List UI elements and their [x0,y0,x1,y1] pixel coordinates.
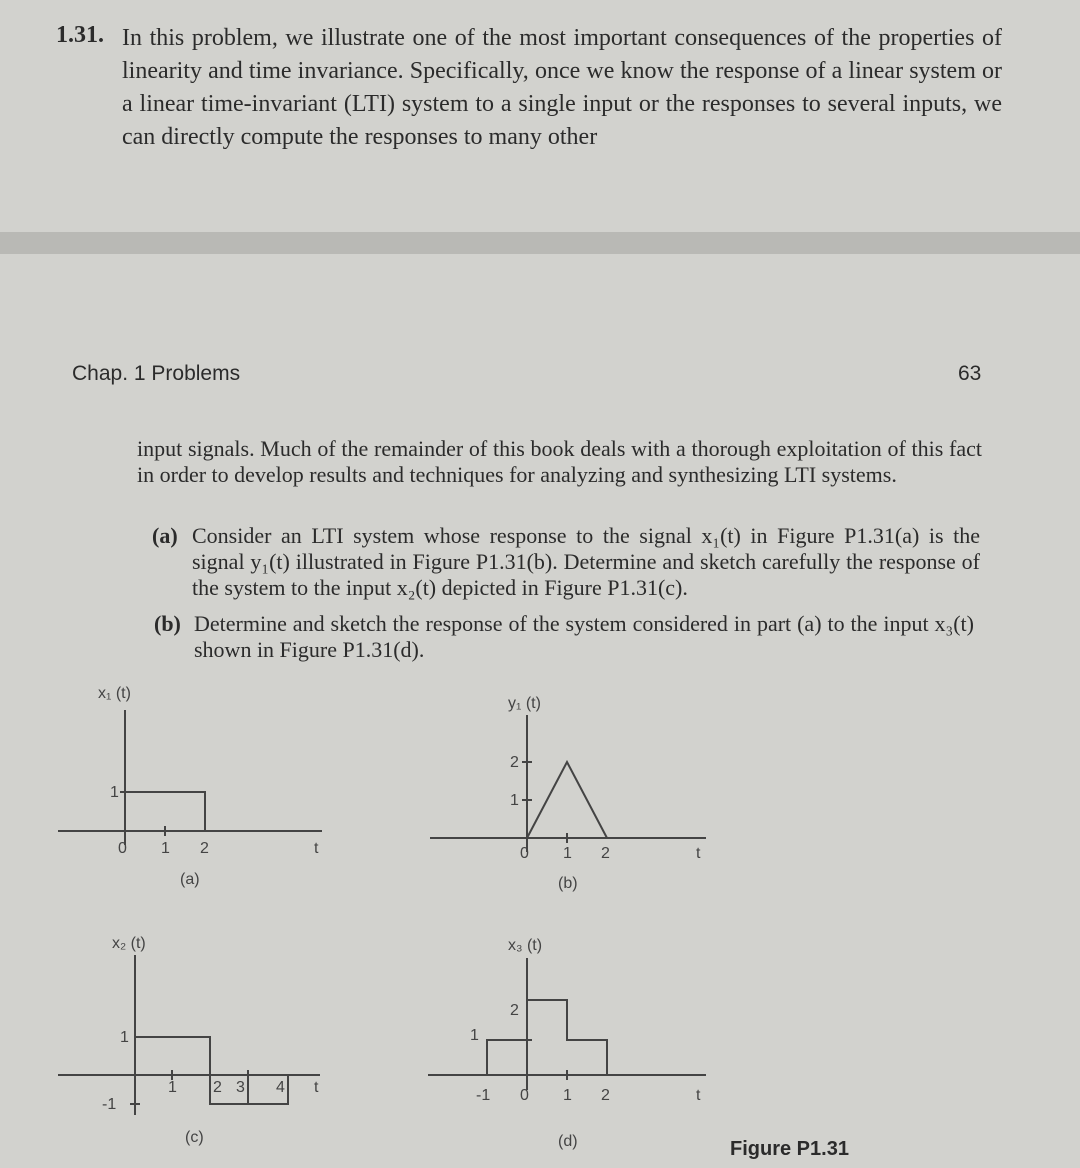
part-a-text: Consider an LTI system whose response to the signal x₁(t) in Figure P1.31(a) is the signal y₁(t) illustrated in Figure P1.31(b). Determine and sketch carefully the response of the system to the input x₂(t) depicted in Figure P1.31(c). [192,523,980,600]
continuation-text: input signals. Much of the remainder of this book deals with a thorough exploitation of this fact in order to develop results and techniques for analyzing and synthesizing LTI systems. [137,436,982,487]
fig-b-ylabel: y₁ (t) [508,695,541,712]
fig-a-tick-x1: 1 [161,840,170,857]
fig-a-tick-y1: 1 [110,784,119,801]
fig-d-tick-x1: 1 [563,1087,572,1104]
fig-d-signal [487,1000,607,1075]
fig-c-t-label: t [314,1079,319,1096]
fig-b-tick-y1: 1 [510,792,519,809]
fig-a-caption: (a) [180,871,200,888]
part-b-label: (b) [154,611,181,636]
fig-c-tick-x2: 2 [213,1079,222,1096]
fig-a-ylabel: x₁ (t) [98,685,131,702]
fig-c-tick-x3: 3 [236,1079,245,1096]
fig-d-tick-x2: 2 [601,1087,610,1104]
fig-c-tick-ym1: -1 [102,1096,117,1113]
fig-a-pulse [125,792,205,831]
fig-d-caption: (d) [558,1133,578,1150]
fig-b-tick-x0: 0 [520,845,529,862]
fig-b-tick-x1: 1 [563,845,572,862]
fig-d-tick-x0: 0 [520,1087,529,1104]
page-number: 63 [958,362,982,385]
fig-c-caption: (c) [185,1129,204,1146]
fig-c-signal [135,1037,288,1104]
fig-d-t-label: t [696,1087,701,1104]
fig-b-tick-x2: 2 [601,845,610,862]
fig-d-ylabel: x₃ (t) [508,937,543,954]
fig-a-t-label: t [314,840,319,857]
fig-d-tick-y1: 1 [470,1027,479,1044]
fig-c-tick-x1: 1 [168,1079,177,1096]
problem-intro: In this problem, we illustrate one of the most important consequences of the properties of linearity and time invariance. Specifically, once we know the response of a linear system or a linear time-invariant (LTI) system to a single input or the responses to several inputs, we can directly compute the responses to many other [122,25,1002,150]
fig-b-triangle [527,762,607,838]
fig-d-tick-xm1: -1 [476,1087,491,1104]
fig-c-tick-x4: 4 [276,1079,285,1096]
problem-number: 1.31. [56,22,104,48]
chapter-header: Chap. 1 Problems [72,362,241,385]
fig-c-ylabel: x₂ (t) [112,935,146,952]
fig-d-tick-y2: 2 [510,1002,519,1019]
fig-b-caption: (b) [558,875,578,892]
fig-b-t-label: t [696,845,701,862]
part-a-label: (a) [152,523,178,548]
fig-a-tick-x2: 2 [200,840,209,857]
part-b-text: Determine and sketch the response of the system considered in part (a) to the input x₃(t) shown in Figure P1.31(d). [194,611,974,662]
fig-b-tick-y2: 2 [510,754,519,771]
figure-title: Figure P1.31 [730,1138,849,1160]
fig-c-tick-y1: 1 [120,1029,129,1046]
fig-a-tick-x0: 0 [118,840,127,857]
